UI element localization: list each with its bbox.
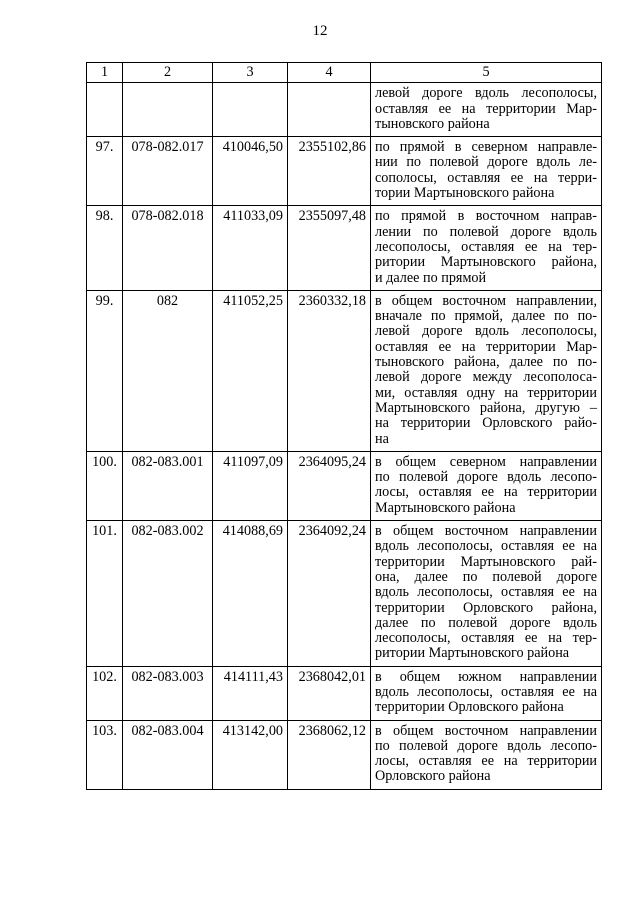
description-line: левой дороге вдоль лесополосы, xyxy=(375,323,597,340)
coordinate-x-cell: 413142,00 xyxy=(213,720,288,789)
description-line: территории Орловского района xyxy=(375,699,564,716)
table-row xyxy=(87,521,602,667)
coordinate-x-cell: 411052,25 xyxy=(213,290,288,451)
description-line: территории Мартыновского рай- xyxy=(375,553,597,570)
boundary-description-cell xyxy=(371,206,602,290)
table-row xyxy=(87,666,602,720)
boundary-description-cell xyxy=(371,83,602,137)
description-line: в общем восточном направлении xyxy=(375,523,597,540)
description-line: по прямой в северном направле- xyxy=(375,139,597,156)
description-line: ми, оставляя одну на территории xyxy=(375,384,597,401)
table-row xyxy=(87,451,602,520)
description-line: тыновского района xyxy=(375,115,490,132)
boundary-description-cell xyxy=(371,720,602,789)
description-line: на xyxy=(375,430,389,447)
description-line: по полевой дороге вдоль лесопо- xyxy=(375,737,597,754)
point-code-cell: 078-082.017 xyxy=(123,137,213,206)
description-line: далее по полевой дороге вдоль xyxy=(375,614,597,631)
description-line: сополосы, оставляя ее на терри- xyxy=(375,169,597,186)
description-line: в общем восточном направлении xyxy=(375,722,597,739)
description-line: лении по полевой дороге вдоль xyxy=(375,223,597,240)
description-line: в общем южном направлении xyxy=(375,668,597,685)
description-line: по полевой дороге вдоль лесопо- xyxy=(375,469,597,486)
description-line: нии по полевой дороге вдоль ле- xyxy=(375,154,597,171)
point-number-cell xyxy=(87,83,123,137)
coordinate-x-cell: 411097,09 xyxy=(213,451,288,520)
point-number-cell: 99. xyxy=(87,290,123,451)
point-number-cell: 103. xyxy=(87,720,123,789)
table-header-row xyxy=(87,63,602,83)
coordinate-y-cell: 2360332,18 xyxy=(288,290,371,451)
description-line: тыновского района, далее по по- xyxy=(375,354,597,371)
point-code-cell: 082-083.002 xyxy=(123,521,213,667)
coordinate-x-cell: 414111,43 xyxy=(213,666,288,720)
point-number-cell: 98. xyxy=(87,206,123,290)
description-line: Орловского района xyxy=(375,768,491,785)
description-line: вначале по прямой, далее по по- xyxy=(375,308,597,325)
description-line: Мартыновского района xyxy=(375,499,516,516)
point-number-cell: 97. xyxy=(87,137,123,206)
boundary-description-cell xyxy=(371,666,602,720)
description-line: вдоль лесополосы, оставляя ее на xyxy=(375,584,597,601)
description-line: территории Орловского района, xyxy=(375,599,597,616)
header-cell-2: 2 xyxy=(123,63,213,83)
coordinate-y-cell xyxy=(288,83,371,137)
description-line: на территории Орловского райо- xyxy=(375,415,597,432)
point-code-cell: 082 xyxy=(123,290,213,451)
description-line: и далее по прямой xyxy=(375,269,487,286)
point-code-cell: 082-083.004 xyxy=(123,720,213,789)
coordinate-y-cell: 2368062,12 xyxy=(288,720,371,789)
coordinate-x-cell: 411033,09 xyxy=(213,206,288,290)
description-line: в общем северном направлении xyxy=(375,453,597,470)
coordinate-y-cell: 2364095,24 xyxy=(288,451,371,520)
coordinate-x-cell: 414088,69 xyxy=(213,521,288,667)
table-body xyxy=(87,63,602,790)
point-code-cell xyxy=(123,83,213,137)
boundary-description-cell xyxy=(371,137,602,206)
description-line: по прямой в восточном направ- xyxy=(375,208,597,225)
point-number-cell: 100. xyxy=(87,451,123,520)
table-row xyxy=(87,83,602,137)
table-row xyxy=(87,137,602,206)
header-cell-1: 1 xyxy=(87,63,123,83)
boundary-points-table xyxy=(86,62,602,790)
description-line: левой дороге между лесополоса- xyxy=(375,369,597,386)
description-line: лесополосы, оставляя ее на тер- xyxy=(375,630,597,647)
description-line: Мартыновского района, другую – xyxy=(375,399,597,416)
point-number-cell: 101. xyxy=(87,521,123,667)
coordinate-x-cell: 410046,50 xyxy=(213,137,288,206)
coordinate-y-cell: 2364092,24 xyxy=(288,521,371,667)
description-line: оставляя ее на территории Мар- xyxy=(375,100,597,117)
table-row xyxy=(87,720,602,789)
point-number-cell: 102. xyxy=(87,666,123,720)
description-line: оставляя ее на территории Мар- xyxy=(375,338,597,355)
description-line: лесополосы, оставляя ее на тер- xyxy=(375,238,597,255)
boundary-description-cell xyxy=(371,521,602,667)
point-code-cell: 078-082.018 xyxy=(123,206,213,290)
table-row xyxy=(87,206,602,290)
page-number: 12 xyxy=(312,23,328,39)
point-code-cell: 082-083.003 xyxy=(123,666,213,720)
description-line: она, далее по полевой дороге xyxy=(375,568,597,585)
header-cell-5: 5 xyxy=(371,63,602,83)
boundary-description-cell xyxy=(371,290,602,451)
coordinate-y-cell: 2368042,01 xyxy=(288,666,371,720)
header-cell-3: 3 xyxy=(213,63,288,83)
description-line: вдоль лесополосы, оставляя ее на xyxy=(375,538,597,555)
point-code-cell: 082-083.001 xyxy=(123,451,213,520)
description-line: вдоль лесополосы, оставляя ее на xyxy=(375,683,597,700)
coordinate-y-cell: 2355097,48 xyxy=(288,206,371,290)
description-line: тории Мартыновского района xyxy=(375,185,555,202)
boundary-description-cell xyxy=(371,451,602,520)
description-line: ритории Мартыновского района, xyxy=(375,254,597,271)
description-line: в общем восточном направлении, xyxy=(375,292,597,309)
description-line: лосы, оставляя ее на территории xyxy=(375,753,597,770)
description-line: ритории Мартыновского района xyxy=(375,645,570,662)
description-line: лосы, оставляя ее на территории xyxy=(375,484,597,501)
description-line: левой дороге вдоль лесополосы, xyxy=(375,85,597,102)
header-cell-4: 4 xyxy=(288,63,371,83)
table-row xyxy=(87,290,602,451)
coordinate-x-cell xyxy=(213,83,288,137)
coordinate-y-cell: 2355102,86 xyxy=(288,137,371,206)
